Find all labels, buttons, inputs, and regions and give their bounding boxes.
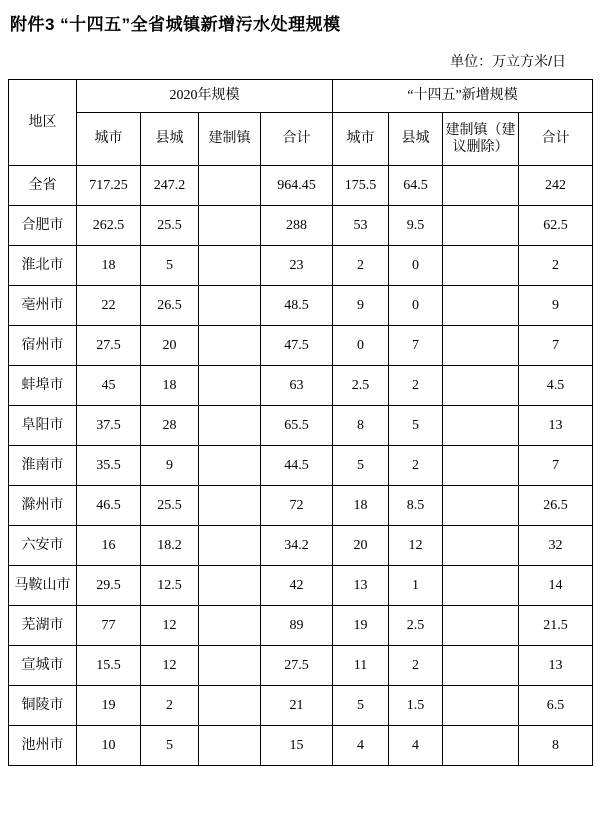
cell-2020-town [199, 326, 261, 366]
table-header-sub-row [9, 113, 593, 166]
cell-region: 阜阳市 [9, 406, 77, 446]
cell-new-town [443, 166, 519, 206]
cell-region: 芜湖市 [9, 606, 77, 646]
cell-new-city: 9 [333, 286, 389, 326]
table-row [9, 606, 593, 646]
cell-2020-county: 5 [141, 246, 199, 286]
table-row [9, 286, 593, 326]
cell-new-total: 62.5 [519, 206, 593, 246]
cell-2020-city: 22 [77, 286, 141, 326]
cell-region: 合肥市 [9, 206, 77, 246]
cell-region: 宣城市 [9, 646, 77, 686]
cell-2020-total: 63 [261, 366, 333, 406]
cell-new-city: 5 [333, 686, 389, 726]
cell-new-county: 1.5 [389, 686, 443, 726]
cell-2020-town [199, 446, 261, 486]
cell-2020-county: 18 [141, 366, 199, 406]
cell-new-town [443, 606, 519, 646]
cell-new-town [443, 326, 519, 366]
cell-region: 滁州市 [9, 486, 77, 526]
header-new-county: 县城 [389, 113, 443, 166]
sewage-capacity-table [8, 79, 593, 766]
cell-new-city: 2.5 [333, 366, 389, 406]
cell-2020-town [199, 366, 261, 406]
cell-new-county: 4 [389, 726, 443, 766]
cell-new-total: 13 [519, 406, 593, 446]
cell-region: 铜陵市 [9, 686, 77, 726]
cell-2020-total: 27.5 [261, 646, 333, 686]
cell-2020-town [199, 646, 261, 686]
cell-new-town [443, 206, 519, 246]
cell-new-town [443, 366, 519, 406]
cell-new-town [443, 246, 519, 286]
table-row [9, 526, 593, 566]
cell-2020-town [199, 246, 261, 286]
cell-2020-county: 18.2 [141, 526, 199, 566]
cell-new-total: 14 [519, 566, 593, 606]
cell-region: 池州市 [9, 726, 77, 766]
cell-2020-total: 21 [261, 686, 333, 726]
table-row [9, 446, 593, 486]
table-row [9, 646, 593, 686]
cell-2020-town [199, 526, 261, 566]
cell-2020-town [199, 486, 261, 526]
cell-region: 淮南市 [9, 446, 77, 486]
cell-region: 六安市 [9, 526, 77, 566]
cell-2020-total: 288 [261, 206, 333, 246]
cell-region: 蚌埠市 [9, 366, 77, 406]
cell-2020-city: 37.5 [77, 406, 141, 446]
cell-region: 亳州市 [9, 286, 77, 326]
header-2020-county: 县城 [141, 113, 199, 166]
cell-new-total: 9 [519, 286, 593, 326]
cell-new-county: 0 [389, 286, 443, 326]
cell-2020-total: 23 [261, 246, 333, 286]
table-body [9, 166, 593, 766]
header-2020-city: 城市 [77, 113, 141, 166]
cell-new-city: 2 [333, 246, 389, 286]
cell-2020-total: 44.5 [261, 446, 333, 486]
cell-2020-city: 10 [77, 726, 141, 766]
header-new-town: 建制镇（建议删除） [443, 113, 519, 166]
cell-new-total: 242 [519, 166, 593, 206]
cell-2020-city: 262.5 [77, 206, 141, 246]
cell-new-town [443, 646, 519, 686]
cell-2020-county: 25.5 [141, 486, 199, 526]
cell-new-county: 2.5 [389, 606, 443, 646]
cell-region: 淮北市 [9, 246, 77, 286]
cell-2020-city: 29.5 [77, 566, 141, 606]
cell-2020-county: 28 [141, 406, 199, 446]
cell-region: 马鞍山市 [9, 566, 77, 606]
cell-2020-county: 5 [141, 726, 199, 766]
cell-new-town [443, 526, 519, 566]
table-row [9, 166, 593, 206]
cell-new-county: 7 [389, 326, 443, 366]
cell-new-county: 8.5 [389, 486, 443, 526]
cell-new-total: 21.5 [519, 606, 593, 646]
cell-2020-total: 89 [261, 606, 333, 646]
cell-new-county: 5 [389, 406, 443, 446]
cell-new-city: 4 [333, 726, 389, 766]
table-row [9, 406, 593, 446]
cell-2020-total: 47.5 [261, 326, 333, 366]
cell-2020-city: 717.25 [77, 166, 141, 206]
cell-2020-county: 12.5 [141, 566, 199, 606]
cell-2020-total: 34.2 [261, 526, 333, 566]
table-row [9, 246, 593, 286]
cell-new-town [443, 286, 519, 326]
header-2020-total: 合计 [261, 113, 333, 166]
cell-new-total: 6.5 [519, 686, 593, 726]
cell-2020-total: 42 [261, 566, 333, 606]
cell-2020-city: 45 [77, 366, 141, 406]
header-new-total: 合计 [519, 113, 593, 166]
page-title: 附件3 “十四五”全省城镇新增污水处理规模 [10, 15, 341, 34]
cell-2020-county: 247.2 [141, 166, 199, 206]
cell-2020-county: 20 [141, 326, 199, 366]
header-2020-town: 建制镇 [199, 113, 261, 166]
cell-2020-town [199, 726, 261, 766]
cell-2020-town [199, 606, 261, 646]
cell-2020-city: 35.5 [77, 446, 141, 486]
cell-new-county: 2 [389, 646, 443, 686]
cell-2020-town [199, 286, 261, 326]
cell-new-total: 32 [519, 526, 593, 566]
unit-note: 单位：万立方米/日 [450, 53, 566, 69]
header-region: 地区 [9, 80, 77, 166]
cell-2020-city: 27.5 [77, 326, 141, 366]
cell-2020-county: 9 [141, 446, 199, 486]
cell-2020-town [199, 206, 261, 246]
cell-new-city: 175.5 [333, 166, 389, 206]
header-group-2020: 2020年规模 [77, 80, 333, 113]
cell-new-town [443, 446, 519, 486]
cell-2020-total: 15 [261, 726, 333, 766]
cell-new-county: 2 [389, 446, 443, 486]
cell-new-city: 19 [333, 606, 389, 646]
cell-2020-city: 15.5 [77, 646, 141, 686]
table-header-group-row [9, 80, 593, 113]
cell-2020-total: 48.5 [261, 286, 333, 326]
cell-2020-city: 19 [77, 686, 141, 726]
cell-2020-city: 46.5 [77, 486, 141, 526]
cell-2020-town [199, 686, 261, 726]
cell-2020-county: 25.5 [141, 206, 199, 246]
cell-2020-city: 18 [77, 246, 141, 286]
cell-2020-county: 26.5 [141, 286, 199, 326]
table-row [9, 366, 593, 406]
table-row [9, 686, 593, 726]
cell-2020-town [199, 166, 261, 206]
document-page [0, 10, 600, 823]
cell-new-town [443, 566, 519, 606]
cell-2020-county: 12 [141, 606, 199, 646]
cell-new-city: 13 [333, 566, 389, 606]
cell-new-city: 11 [333, 646, 389, 686]
cell-new-city: 8 [333, 406, 389, 446]
cell-new-city: 53 [333, 206, 389, 246]
cell-new-total: 4.5 [519, 366, 593, 406]
cell-new-city: 20 [333, 526, 389, 566]
cell-new-county: 2 [389, 366, 443, 406]
cell-new-city: 5 [333, 446, 389, 486]
cell-new-town [443, 486, 519, 526]
cell-new-county: 9.5 [389, 206, 443, 246]
cell-new-county: 0 [389, 246, 443, 286]
table-row [9, 486, 593, 526]
cell-new-town [443, 406, 519, 446]
cell-2020-town [199, 566, 261, 606]
cell-new-city: 18 [333, 486, 389, 526]
table-row [9, 206, 593, 246]
cell-region: 宿州市 [9, 326, 77, 366]
cell-new-town [443, 686, 519, 726]
cell-new-town [443, 726, 519, 766]
cell-new-total: 7 [519, 326, 593, 366]
cell-new-total: 13 [519, 646, 593, 686]
cell-2020-total: 72 [261, 486, 333, 526]
cell-2020-town [199, 406, 261, 446]
cell-new-county: 1 [389, 566, 443, 606]
cell-new-county: 12 [389, 526, 443, 566]
cell-new-total: 7 [519, 446, 593, 486]
table-row [9, 326, 593, 366]
cell-new-county: 64.5 [389, 166, 443, 206]
cell-2020-city: 16 [77, 526, 141, 566]
cell-2020-county: 2 [141, 686, 199, 726]
cell-2020-city: 77 [77, 606, 141, 646]
cell-2020-total: 964.45 [261, 166, 333, 206]
table-row [9, 566, 593, 606]
cell-2020-total: 65.5 [261, 406, 333, 446]
cell-region: 全省 [9, 166, 77, 206]
cell-new-total: 2 [519, 246, 593, 286]
table-row [9, 726, 593, 766]
header-new-city: 城市 [333, 113, 389, 166]
cell-new-total: 8 [519, 726, 593, 766]
cell-new-city: 0 [333, 326, 389, 366]
cell-new-total: 26.5 [519, 486, 593, 526]
cell-2020-county: 12 [141, 646, 199, 686]
header-group-new: “十四五”新增规模 [333, 80, 593, 113]
